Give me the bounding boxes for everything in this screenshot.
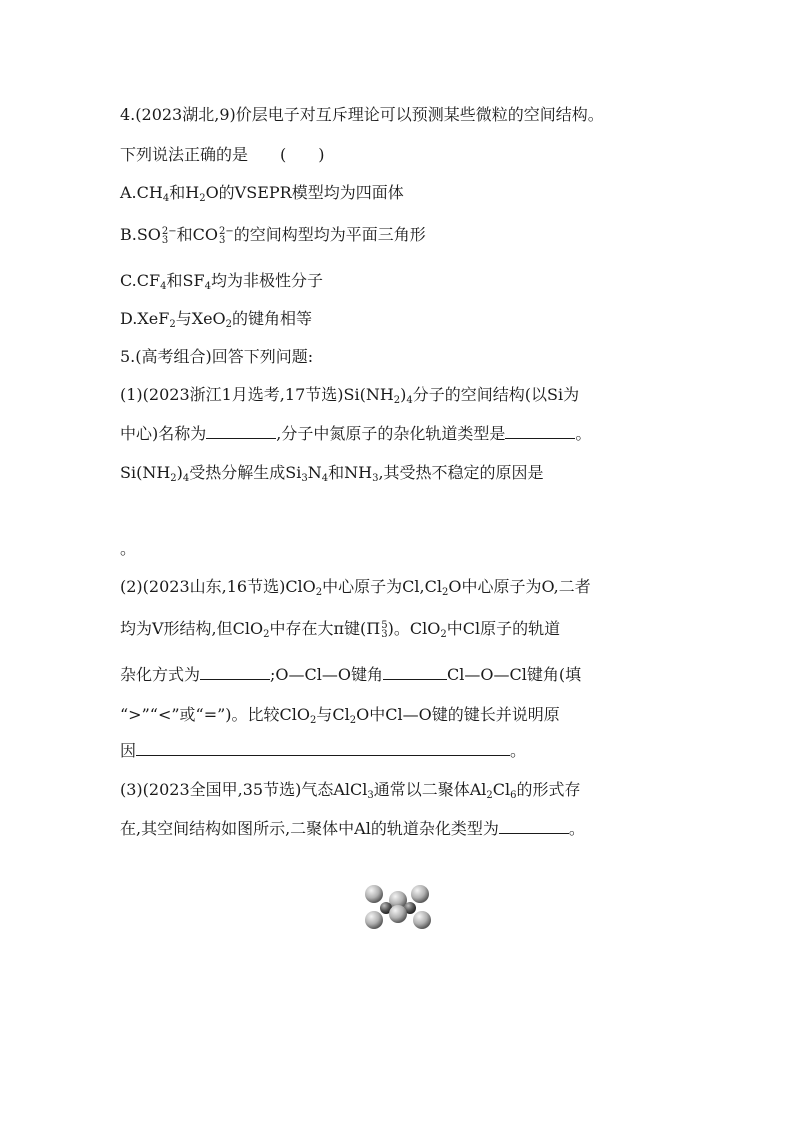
- subscript: 2: [393, 395, 401, 406]
- text: Cl—O—Cl键角(填: [447, 665, 582, 684]
- text: 和CO: [176, 225, 219, 244]
- text: O的VSEPR模型均为四面体: [205, 183, 404, 202]
- text: 中存在大π键(Π: [269, 619, 381, 638]
- text: 的形式存: [516, 780, 581, 799]
- subscript: 4: [204, 281, 211, 292]
- text: 因: [120, 741, 137, 760]
- text: A.CH: [120, 183, 163, 202]
- text: D.XeF: [120, 309, 170, 328]
- text: 和NH: [328, 463, 373, 482]
- text: 中Cl原子的轨道: [446, 619, 561, 638]
- text: 。: [568, 819, 585, 838]
- text: 和SF: [166, 271, 205, 290]
- q4-option-b: [120, 224, 426, 246]
- text: ,分子中氮原子的杂化轨道类型是: [276, 424, 506, 443]
- text: 。: [510, 741, 527, 760]
- subscript: 2: [170, 473, 177, 484]
- text: Cl: [492, 780, 511, 799]
- text: 中心原子为Cl,Cl: [322, 577, 442, 596]
- q5-p2-line5: [120, 740, 526, 762]
- subscript: 2: [310, 715, 317, 726]
- subscript: 3: [372, 473, 379, 484]
- text: ): [400, 385, 407, 404]
- text: 和H: [169, 183, 200, 202]
- text: 均为V形结构,但ClO: [120, 619, 264, 638]
- q5-p2-line4: [120, 704, 560, 726]
- cl-atom: [389, 905, 407, 923]
- subscript: 6: [510, 790, 517, 801]
- text: 的键角相等: [232, 309, 313, 328]
- text: (1)(2023浙江1月选考,17节选)Si(NH: [120, 385, 394, 404]
- al2cl6-dimer-structure-image: [360, 880, 436, 936]
- text: 通常以二聚体Al: [373, 780, 487, 799]
- text: O中心原子为O,二者: [448, 577, 591, 596]
- subscript: 2: [440, 629, 447, 640]
- text: O中Cl—O键的键长并说明原: [356, 705, 560, 724]
- text: 受热分解生成Si: [189, 463, 302, 482]
- q4-option-d: [120, 308, 312, 330]
- q5-p1-line4: 。: [120, 539, 137, 558]
- text: ): [176, 463, 183, 482]
- text: 的空间构型均为平面三角形: [233, 225, 426, 244]
- text: “>”“<”或“=”)。比较ClO: [120, 705, 311, 724]
- text: Si(NH: [120, 463, 171, 482]
- answer-blank-structure[interactable]: [206, 424, 276, 439]
- q5-p1-line3: [120, 462, 544, 484]
- q4-option-a: [120, 182, 404, 204]
- q5-p2-line1: [120, 576, 591, 598]
- subscript: 3: [367, 790, 374, 801]
- cl-atom: [411, 885, 429, 903]
- text: B.SO: [120, 225, 161, 244]
- q5-p3-line1: [120, 779, 581, 801]
- subscript: 2: [315, 587, 323, 598]
- ion-carbonate-charge: 2− 3: [219, 225, 234, 246]
- text: 杂化方式为: [120, 665, 201, 684]
- q5-p1-line1: [120, 384, 579, 406]
- q4-stem-line1: 4.(2023湖北,9)价层电子对互斥理论可以预测某些微粒的空间结构。: [120, 105, 604, 124]
- q4-option-c: [120, 270, 323, 292]
- text: N: [307, 463, 322, 482]
- text: 与Cl: [316, 705, 350, 724]
- answer-blank-bond-length-reason[interactable]: [136, 741, 510, 756]
- text: (3)(2023全国甲,35节选)气态AlCl: [120, 780, 368, 799]
- text: ,其受热不稳定的原因是: [378, 463, 544, 482]
- text: C.CF: [120, 271, 161, 290]
- ion-sulfite-charge: 2− 3: [161, 225, 177, 246]
- pi-bond-notation: 5 3: [381, 620, 388, 640]
- subscript: 4: [160, 281, 167, 292]
- text: 。: [575, 424, 592, 443]
- q4-stem-line2: 下列说法正确的是 ( ): [120, 145, 325, 164]
- subscript: 2: [225, 319, 233, 330]
- subscript: 4: [406, 395, 413, 406]
- text: 分子的空间结构(以Si为: [412, 385, 580, 404]
- q5-p2-line3: [120, 664, 581, 686]
- answer-blank-angle-compare[interactable]: [383, 665, 447, 680]
- text: (2)(2023山东,16节选)ClO: [120, 577, 316, 596]
- subscript: 4: [162, 193, 170, 204]
- answer-blank-hybridization[interactable]: [505, 424, 575, 439]
- subscript: 2: [199, 193, 206, 204]
- subscript: 4: [321, 473, 329, 484]
- text: 在,其空间结构如图所示,二聚体中Al的轨道杂化类型为: [120, 819, 499, 838]
- text: )。ClO: [387, 619, 441, 638]
- cl-atom: [413, 911, 431, 929]
- text: ;O—Cl—O键角: [270, 665, 384, 684]
- cl-atom: [365, 911, 383, 929]
- text: 与XeO: [175, 309, 226, 328]
- q5-p2-line2: [120, 618, 560, 641]
- subscript: 2: [169, 319, 176, 330]
- answer-blank-al-hybridization[interactable]: [499, 819, 569, 834]
- answer-blank-cl-hybridization[interactable]: [200, 665, 270, 680]
- text: 中心)名称为: [120, 424, 207, 443]
- subscript: 2: [441, 587, 449, 598]
- cl-atom: [365, 885, 383, 903]
- subscript: 2: [349, 715, 357, 726]
- q5-p1-line2: [120, 423, 591, 445]
- text: 均为非极性分子: [210, 271, 323, 290]
- subscript: 2: [486, 790, 493, 801]
- subscript: 4: [182, 473, 190, 484]
- subscript: 2: [263, 629, 270, 640]
- q5-title: 5.(高考组合)回答下列问题:: [120, 347, 314, 366]
- subscript: 3: [301, 473, 308, 484]
- q5-p3-line2: [120, 818, 585, 840]
